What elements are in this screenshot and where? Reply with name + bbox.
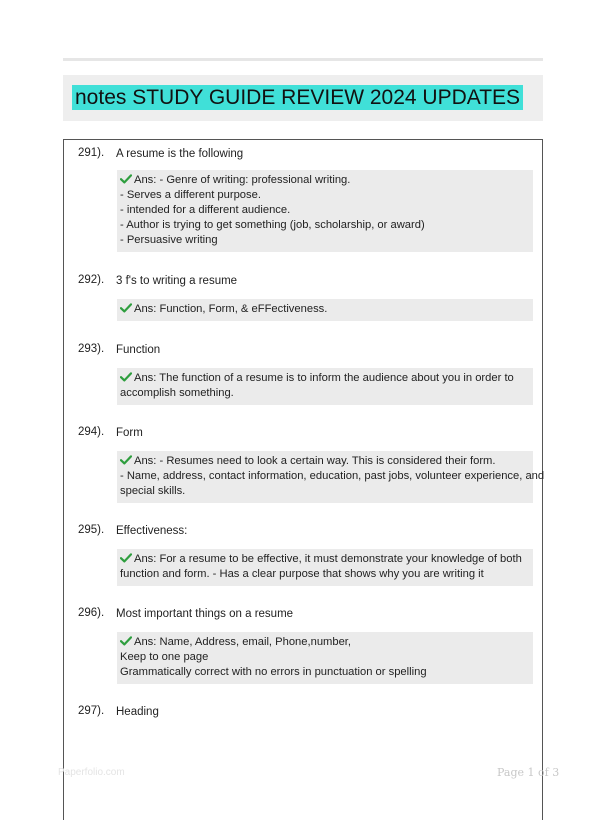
page-number: Page 1 of 3 bbox=[497, 766, 560, 779]
qa-list bbox=[63, 139, 543, 820]
answer-line: Ans: - Genre of writing: professional writing. bbox=[134, 174, 351, 186]
question-text: Most important things on a resume bbox=[116, 608, 294, 620]
answer-line: function and form. - Has a clear purpose that shows why you are writing it bbox=[120, 568, 484, 580]
check-icon bbox=[120, 303, 132, 313]
question-text: Form bbox=[116, 427, 143, 439]
answer-box bbox=[117, 299, 533, 321]
answer-line: Ans: For a resume to be effective, it must demonstrate your knowledge of both bbox=[134, 553, 522, 565]
answer-box bbox=[117, 368, 533, 405]
answer-line: special skills. bbox=[120, 485, 186, 497]
answer-line: Keep to one page bbox=[120, 651, 209, 663]
answer-line: Ans: The function of a resume is to inform the audience about you in order to bbox=[134, 372, 514, 384]
answer-box bbox=[117, 170, 533, 252]
check-icon bbox=[120, 636, 132, 646]
check-icon bbox=[120, 174, 132, 184]
answer-line: - Name, address, contact information, education, past jobs, volunteer experience, and bbox=[120, 470, 545, 482]
answer-line: - intended for a different audience. bbox=[120, 204, 291, 216]
answer-box bbox=[117, 451, 545, 503]
question-number: 297). bbox=[78, 705, 105, 717]
question-text: Effectiveness: bbox=[116, 525, 188, 537]
question-number: 291). bbox=[78, 147, 105, 159]
check-icon bbox=[120, 455, 132, 465]
answer-line: Ans: Name, Address, email, Phone,number, bbox=[134, 636, 352, 648]
answer-box bbox=[117, 632, 533, 684]
question-number: 292). bbox=[78, 274, 105, 286]
question-number: 296). bbox=[78, 607, 105, 619]
answer-line: Ans: - Resumes need to look a certain way. This is considered their form. bbox=[134, 455, 496, 467]
check-icon bbox=[120, 372, 132, 382]
page-title: notes STUDY GUIDE REVIEW 2024 UPDATES bbox=[72, 85, 523, 110]
footer-watermark: Paperfolio.com bbox=[58, 767, 125, 778]
question-number: 295). bbox=[78, 524, 105, 536]
answer-line: - Serves a different purpose. bbox=[120, 189, 261, 201]
question-text: A resume is the following bbox=[116, 148, 244, 160]
question-text: Heading bbox=[116, 706, 159, 718]
top-divider bbox=[63, 58, 543, 61]
check-icon bbox=[120, 553, 132, 563]
question-number: 294). bbox=[78, 426, 105, 438]
answer-line: Grammatically correct with no errors in punctuation or spelling bbox=[120, 666, 427, 678]
answer-line: Ans: Function, Form, & eFFectiveness. bbox=[134, 303, 328, 315]
answer-line: - Persuasive writing bbox=[120, 234, 218, 246]
question-text: 3 f's to writing a resume bbox=[116, 275, 238, 287]
answer-line: - Author is trying to get something (job, scholarship, or award) bbox=[120, 219, 425, 231]
answer-box bbox=[117, 549, 533, 586]
title-bar bbox=[63, 75, 543, 121]
answer-line: accomplish something. bbox=[120, 387, 234, 399]
question-number: 293). bbox=[78, 343, 105, 355]
question-text: Function bbox=[116, 344, 161, 356]
